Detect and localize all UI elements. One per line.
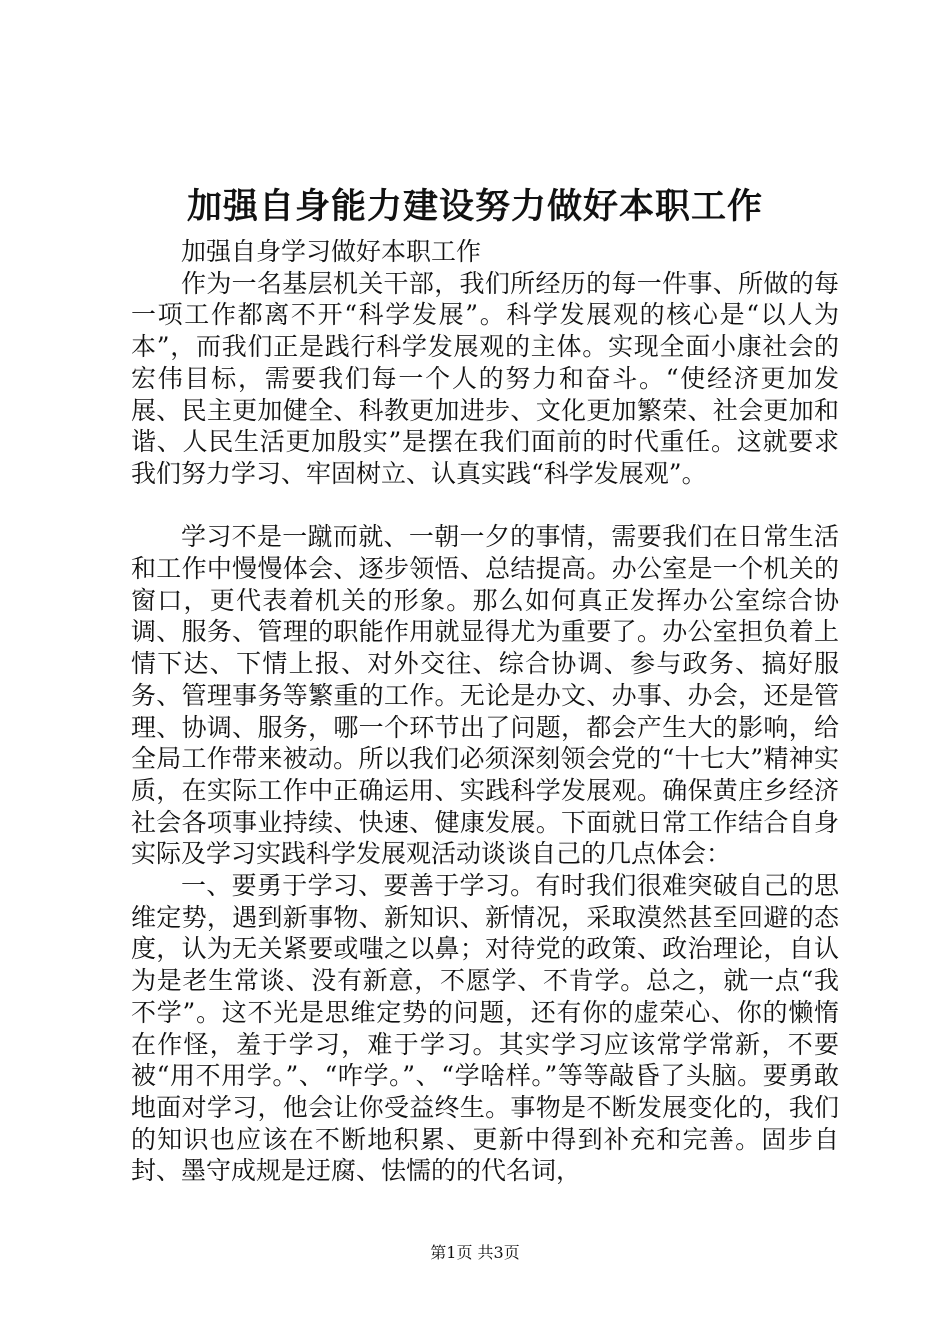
document-title: 加强自身能力建设努力做好本职工作 [186, 186, 763, 227]
paragraph-learning: 学习不是一蹴而就、一朝一夕的事情，需要我们在日常生活和工作中慢慢体会、逐步领悟、总结提高。办公室是一个机关的窗口，更代表着机关的形象。那么如何真正发挥办公室综合协调、服务、管理的职能作用就显得尤为重要了。办公室担负着上情下达、下情上报、对外交往、综合协调、参与政务、搞好服务、管理事务等繁重的工作。无论是办文、办事、办会，还是管理、协调、服务，哪一个环节出了问题，都会产生大的影响，给全局工作带来被动。所以我们必须深刻领会党的“十七大”精神实质，在实际工作中正确运用、实践科学发展观。确保黄庄乡经济社会各项事业持续、快速、健康发展。下面就日常工作结合自身实际及学习实践科学发展观活动谈谈自己的几点体会： [131, 522, 839, 869]
paragraph-intro: 作为一名基层机关干部，我们所经历的每一件事、所做的每一项工作都离不开“科学发展”。科学发展观的核心是“以人为本”，而我们正是践行科学发展观的主体。实现全面小康社会的宏伟目标，需要我们每一个人的努力和奋斗。“使经济更加发展、民主更加健全、科教更加进步、文化更加繁荣、社会更加和谐、人民生活更加殷实”是摆在我们面前的时代重任。这就要求我们努力学习、牢固树立、认真实践“科学发展观”。 [131, 268, 839, 488]
paragraph-point-one: 一、要勇于学习、要善于学习。有时我们很难突破自己的思维定势，遇到新事物、新知识、新情况，采取漠然甚至回避的态度，认为无关紧要或嗤之以鼻；对待党的政策、政治理论，自认为是老生常谈、没有新意，不愿学、不肯学。总之，就一点“我不学”。这不光是思维定势的问题，还有你的虚荣心、你的懒惰在作怪，羞于学习，难于学习。其实学习应该常学常新，不要被“用不用学。”、“咋学。”、“学啥样。”等等敲昏了头脑。要勇敢地面对学习，他会让你受益终生。事物是不断发展变化的，我们的知识也应该在不断地积累、更新中得到补充和完善。固步自封、墨守成规是迂腐、怯懦的的代名词， [131, 871, 839, 1186]
subtitle-paragraph: 加强自身学习做好本职工作 [181, 237, 482, 266]
document-body [131, 236, 839, 1187]
page-footer: 第1页 共3页 [430, 1243, 520, 1262]
